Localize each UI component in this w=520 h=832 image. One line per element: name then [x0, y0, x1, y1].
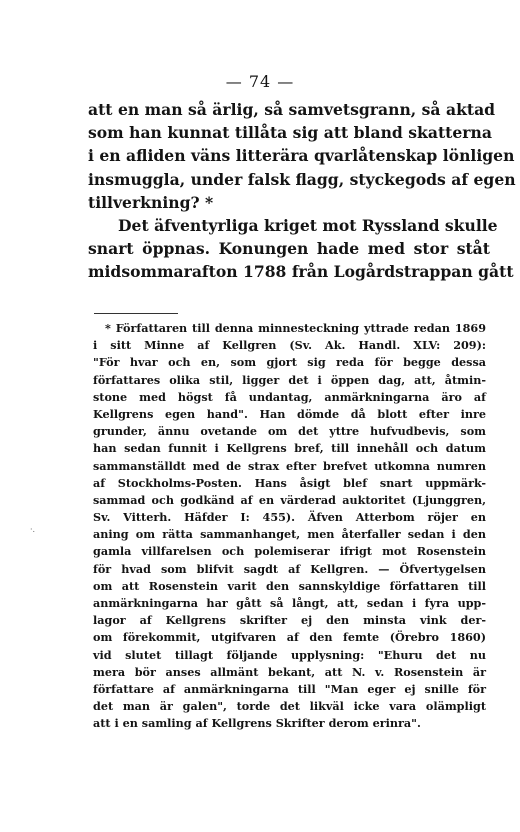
- footnote-divider: [94, 313, 178, 314]
- footnote-line: aning om rätta sammanhanget, men återfaller sedan i den: [93, 527, 486, 542]
- main-text-line: insmuggla, under falsk flagg, styckegods af egen: [88, 169, 516, 189]
- margin-speck: ·.: [30, 525, 36, 534]
- footnote-line: han sedan funnit i Kellgrens bref, till innehåll och datum: [93, 441, 486, 456]
- footnote-line: Kellgrens egen hand". Han dömde då blott efter inre: [93, 406, 486, 421]
- footnote-line: för hvad som blifvit sagdt af Kellgren. — Öfvertygelsen: [93, 561, 486, 576]
- footnote-line: författares olika stil, ligger det i öppen dag, att, åtmin-: [93, 372, 486, 387]
- main-text: [88, 98, 516, 284]
- footnote: [93, 320, 486, 733]
- footnote-line: det man är galen", torde det likväl icke vara olämpligt: [93, 699, 486, 714]
- footnote-line: Sv. Vitterh. Häfder I: 455). Äfven Atterbom röjer en: [93, 510, 486, 525]
- footnote-line: stone med högst få undantag, anmärkningarna äro af: [93, 389, 486, 404]
- footnote-line: sammad och godkänd af en värderad auktoritet (Ljunggren,: [93, 492, 486, 507]
- footnote-line: om förekommit, utgifvaren af den femte (Örebro 1860): [93, 630, 486, 645]
- footnote-line: vid slutet tillagt följande upplysning: "Ehuru det nu: [93, 647, 486, 662]
- main-text-line: att en man så ärlig, så samvetsgrann, så aktad: [88, 100, 496, 119]
- footnote-line: mera bör anses allmänt bekant, att N. v. Rosenstein är: [93, 664, 486, 679]
- footnote-line: om att Rosenstein varit den sannskyldige författaren till: [93, 578, 486, 593]
- footnote-line: i sitt Minne af Kellgren (Sv. Ak. Handl. XLV: 209):: [93, 338, 486, 353]
- footnote-line: författare af anmärkningarna till "Man eger ej snille för: [93, 681, 486, 696]
- main-text-line: midsommarafton 1788 från Logårdstrappan gått: [88, 262, 514, 282]
- footnote-line: grunder, ännu ovetande om det yttre hufvudbevis, som: [93, 424, 486, 439]
- footnote-line: "För hvar och en, som gjort sig reda för begge dessa: [93, 355, 486, 370]
- main-text-line: som han kunnat tillåta sig att bland skatterna: [88, 123, 492, 143]
- footnote-line: sammanställdt med de strax efter brefvet utkomna numren: [93, 458, 486, 473]
- main-text-line: tillverkning? *: [88, 192, 214, 212]
- footnote-line: anmärkningarna har gått så långt, att, sedan i fyra upp-: [93, 596, 486, 610]
- page-number: — 74 —: [225, 72, 295, 91]
- main-text-line: i en afliden väns litterära qvarlåtenskap lönligen: [88, 146, 515, 166]
- main-text-line: snart öppnas. Konungen hade med stor ståt: [88, 239, 490, 259]
- footnote-line: att i en samling af Kellgrens Skrifter derom erinra".: [93, 716, 421, 731]
- footnote-line: * Författaren till denna minnesteckning yttrade redan 1869: [105, 321, 486, 335]
- footnote-line: lagor af Kellgrens skrifter ej den minsta vink der-: [93, 613, 486, 628]
- main-text-line: Det äfventyrliga kriget mot Ryssland skulle: [118, 215, 498, 235]
- footnote-line: af Stockholms-Posten. Hans åsigt blef snart uppmärk-: [93, 475, 486, 490]
- footnote-line: gamla villfarelsen och polemiserar ifrigt mot Rosenstein: [93, 544, 486, 559]
